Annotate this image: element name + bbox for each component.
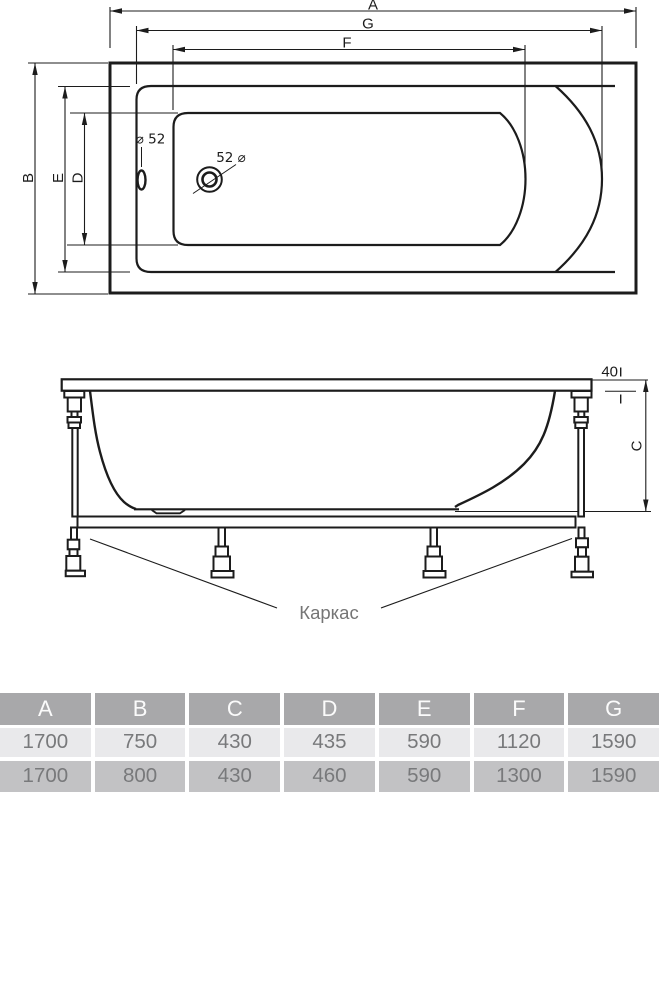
dim-table-value-cell: 1300 (474, 761, 565, 792)
dimension-g (137, 26, 603, 178)
drain-hole (138, 171, 146, 190)
frame-leader-right (381, 539, 572, 609)
dim-table-value-cell: 590 (379, 728, 470, 757)
dim-table-row-1 (0, 728, 659, 757)
frame-right-post (572, 391, 594, 577)
dim-table-value-cell: 750 (95, 728, 186, 757)
tub-backrest-curve (556, 86, 603, 272)
dimension-f-label: F (342, 34, 352, 52)
dimension-d-label: D (69, 172, 87, 184)
overflow-diameter-label: 52 ⌀ (216, 150, 246, 166)
dimensions-table (0, 693, 659, 792)
dim-table-value-cell: 430 (189, 728, 280, 757)
tub-drain-sump (152, 510, 185, 513)
frame-caption: Каркас (299, 602, 359, 623)
dim-table-value-cell: 800 (95, 761, 186, 792)
dim-table-value-cell: 1590 (568, 728, 659, 757)
tub-backrest-profile (455, 391, 555, 507)
frame-middle-left-leg (212, 528, 234, 578)
dim-table-header-cell: A (0, 693, 91, 725)
drain-diameter-label: ⌀ 52 (135, 131, 166, 148)
dim-table-value-cell: 1700 (0, 761, 91, 792)
frame-leader-left (90, 539, 277, 608)
tub-floor-outline (174, 113, 526, 245)
dimension-g-label: G (362, 15, 374, 33)
dimension-b (28, 63, 108, 294)
dimension-e-label: E (50, 172, 67, 184)
dim-table-value-cell: 430 (189, 761, 280, 792)
dim-table-value-cell: 1700 (0, 728, 91, 757)
overflow-hole-outer (197, 167, 222, 192)
dimension-a-label: A (367, 0, 379, 14)
dim-table-header-row (0, 693, 659, 725)
dim-table-value-cell: 460 (284, 761, 375, 792)
dim-table-header-cell: F (474, 693, 565, 725)
dim-table-value-cell: 1590 (568, 761, 659, 792)
frame-horizontal-bar (78, 517, 576, 528)
dim-table-header-cell: G (568, 693, 659, 725)
dimension-c-label: C (628, 440, 646, 452)
side-view (62, 364, 651, 624)
dim-table-header-cell: E (379, 693, 470, 725)
tub-rim-side (62, 379, 592, 390)
tub-left-wall-profile (90, 391, 136, 509)
dim-table-value-cell: 1120 (474, 728, 565, 757)
dim-table-header-cell: C (189, 693, 280, 725)
tub-outer-rim-outline (110, 63, 636, 293)
dim-table-row-2 (0, 761, 659, 792)
frame-middle-right-leg (424, 528, 446, 578)
dim-table-value-cell: 590 (379, 761, 470, 792)
frame-left-post (64, 391, 85, 576)
dim-table-value-cell: 435 (284, 728, 375, 757)
dim-table-header-cell: B (95, 693, 186, 725)
rim-height-label: 40 (601, 363, 618, 381)
dimension-b-label: B (20, 172, 37, 184)
top-view (20, 0, 636, 294)
dimension-40 (592, 368, 649, 404)
dim-table-header-cell: D (284, 693, 375, 725)
